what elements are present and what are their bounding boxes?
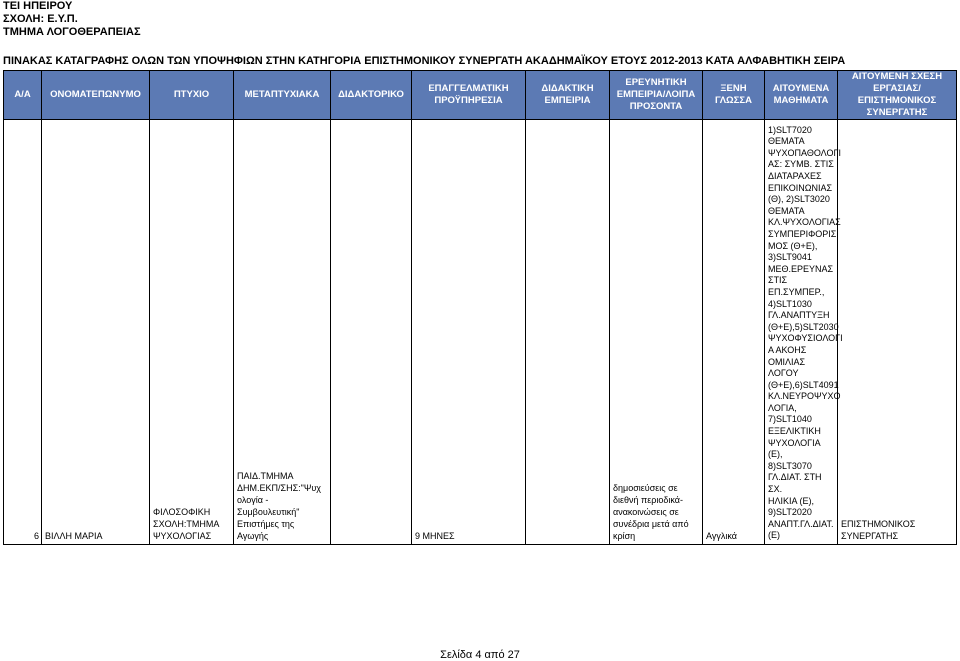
col-header-masters: ΜΕΤΑΠΤΥΧΙΑΚΑ — [234, 71, 331, 120]
col-header-teaching: ΔΙΔΑΚΤΙΚΗ ΕΜΠΕΙΡΙΑ — [526, 71, 610, 120]
col-header-relation: ΑΙΤΟΥΜΕΝΗ ΣΧΕΣΗ ΕΡΓΑΣΙΑΣ/ΕΠΙΣΤΗΜΟΝΙΚΟΣ ΣΥΝΕΡΓΑΤΗΣ — [838, 71, 957, 120]
page-number: Σελίδα 4 από 27 — [440, 649, 520, 661]
col-header-aa: Α/Α — [4, 71, 42, 120]
school-name: ΣΧΟΛΗ: Ε.Υ.Π. — [3, 13, 78, 25]
col-header-professional: ΕΠΑΓΓΕΛΜΑΤΙΚΗ ΠΡΟΫΠΗΡΕΣΙΑ — [412, 71, 526, 120]
document-title: ΠΙΝΑΚΑΣ ΚΑΤΑΓΡΑΦΗΣ ΟΛΩΝ ΤΩΝ ΥΠΟΨΗΦΙΩΝ ΣΤΗΝ ΚΑΤΗΓΟΡΙΑ ΕΠΙΣΤΗΜΟΝΙΚΟΥ ΣΥΝΕΡΓΑΤΗ ΑΚΑΔΗΜΑΪΚΟΥ ΕΤΟΥΣ 2012-2013 ΚΑΤΑ ΑΛΦΑΒΗΤΙΚΗ ΣΕΙΡΑ — [3, 55, 846, 67]
cell-name: ΒΙΛΛΗ ΜΑΡΙΑ — [42, 120, 150, 545]
cell-aa: 6 — [4, 120, 42, 545]
candidates-table — [3, 70, 957, 545]
cell-phd — [331, 120, 412, 545]
cell-language: Αγγλικά — [703, 120, 765, 545]
cell-research: δημοσιεύσεις σε διεθνή περιοδικά- ανακοινώσεις σε συνέδρια μετά από κρίση — [610, 120, 703, 545]
col-header-name: ΟΝΟΜΑΤΕΠΩΝΥΜΟ — [42, 71, 150, 120]
department-name: ΤΜΗΜΑ ΛΟΓΟΘΕΡΑΠΕΙΑΣ — [3, 26, 141, 38]
col-header-language: ΞΕΝΗ ΓΛΩΣΣΑ — [703, 71, 765, 120]
cell-masters: ΠΑΙΔ.ΤΜΗΜΑ ΔΗΜ.ΕΚΠ/ΣΗΣ:"Ψυχ ολογία - Συμβουλευτική" Επιστήμες της Αγωγής — [234, 120, 331, 545]
col-header-phd: ΔΙΔΑΚΤΟΡΙΚΟ — [331, 71, 412, 120]
cell-teaching — [526, 120, 610, 545]
cell-professional: 9 ΜΗΝΕΣ — [412, 120, 526, 545]
col-header-degree: ΠΤΥΧΙΟ — [150, 71, 234, 120]
cell-courses: 1)SLT7020 ΘΕΜΑΤΑ ΨΥΧΟΠΑΘΟΛΟΓΙ ΑΣ: ΣΥΜΒ. ΣΤΙΣ ΔΙΑΤΑΡΑΧΕΣ ΕΠΙΚΟΙΝΩΝΙΑΣ (Θ), 2)SLT3020 ΘΕΜΑΤΑ ΚΛ.ΨΥΧΟΛΟΓΙΑΣ ΣΥΜΠΕΡΙΦΟΡΙΣ ΜΟΣ (Θ+Ε), 3)SLT9041 ΜΕΘ.ΕΡΕΥΝΑΣ ΣΤΙΣ ΕΠ.ΣΥΜΠΕΡ., 4)SLT1030 ΓΛ.ΑΝΑΠΤΥΞΗ (Θ+Ε),5)SLT2030 ΨΥΧΟΦΥΣΙΟΛΟΓΙ Α ΑΚΟΗΣ ΟΜΙΛΙΑΣ ΛΟΓΟΥ (Θ+Ε),6)SLT4091 ΚΛ.ΝΕΥΡΟΨΥΧΟ ΛΟΓΙΑ, 7)SLT1040 ΕΞΕΛΙΚΤΙΚΗ ΨΥΧΟΛΟΓΙΑ (Ε), 8)SLT3070 ΓΛ.ΔΙΑΤ. ΣΤΗ ΣΧ. ΗΛΙΚΙΑ (Ε), 9)SLT2020 ΑΝΑΠΤ.ΓΛ.ΔΙΑΤ. (Ε) — [765, 120, 838, 545]
col-header-research: ΕΡΕΥΝΗΤΙΚΗ ΕΜΠΕΙΡΙΑ/ΛΟΙΠΑ ΠΡΟΣΟΝΤΑ — [610, 71, 703, 120]
col-header-courses: ΑΙΤΟΥΜΕΝΑ ΜΑΘΗΜΑΤΑ — [765, 71, 838, 120]
cell-degree: ΦΙΛΟΣΟΦΙΚΗ ΣΧΟΛΗ:ΤΜΗΜΑ ΨΥΧΟΛΟΓΙΑΣ — [150, 120, 234, 545]
table-row — [4, 120, 957, 545]
table-header-row — [4, 71, 957, 120]
cell-relation: ΕΠΙΣΤΗΜΟΝΙΚΟΣ ΣΥΝΕΡΓΑΤΗΣ — [838, 120, 957, 545]
institution-name: ΤΕΙ ΗΠΕΙΡΟΥ — [3, 0, 73, 12]
